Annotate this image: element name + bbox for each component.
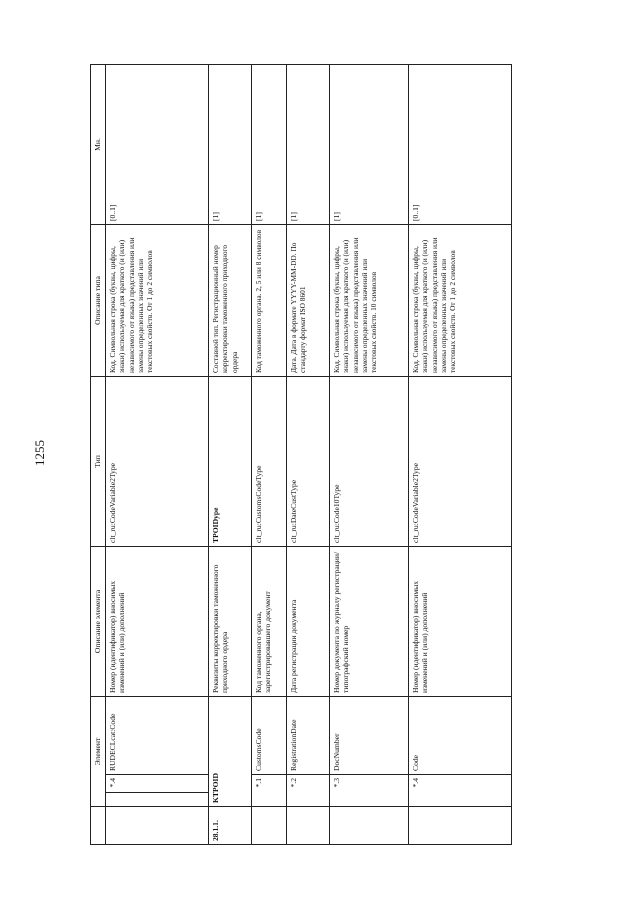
element-desc: Номер документа по журналу регистрации/типографский номер [330, 547, 409, 697]
header-type-desc: Описание типа [91, 225, 106, 377]
element-name: CustomsCode [252, 697, 287, 775]
type-name: clt_ru:Code10Type [330, 377, 409, 547]
table-row [209, 65, 252, 845]
element-desc: Номер (идентификатор) вносимых изменений и (или) дополнений [409, 547, 512, 697]
type-name: clt_ru:CodeVariable2Type [409, 377, 512, 547]
table-row [106, 65, 209, 845]
header-row [91, 65, 106, 845]
header-element-desc: Описание элемента [91, 547, 106, 697]
element-desc: Номер (идентификатор) вносимых изменений и (или) дополнений [106, 547, 209, 697]
multiplicity: [0..1] [106, 65, 209, 225]
element-name: RegistrationDate [287, 697, 330, 775]
table-row [330, 65, 409, 845]
header-multiplicity: Мн. [91, 65, 106, 225]
row-mark: *.2 [287, 775, 330, 807]
element-name: DocNumber [330, 697, 409, 775]
element-desc: Дата регистрации документа [287, 547, 330, 697]
multiplicity: [1] [252, 65, 287, 225]
row-num [252, 807, 287, 845]
row-mark: *.3 [330, 775, 409, 807]
type-desc: Дата. Дата в формате YYYY-MM-DD. По стандарту формат ISO 8601 [287, 225, 330, 377]
header-blank [91, 807, 106, 845]
row-mark: *.4 [106, 775, 209, 793]
type-name: clt_ru:CustomsCodeType [252, 377, 287, 547]
header-type: Тип [91, 377, 106, 547]
page-number: 1255 [32, 440, 47, 466]
row-num: 28.1.1. [209, 807, 252, 845]
indent [106, 793, 209, 807]
row-num [287, 807, 330, 845]
type-desc: Код. Символьная строка (буквы, цифры, знаки) используемая для краткого (и (или) независимого от языка) представления или замены определенных значений или текстовых свойств. 10 символов [330, 225, 409, 377]
row-mark: *.4 [409, 775, 512, 807]
multiplicity: [0..1] [409, 65, 512, 225]
rotated-page [90, 65, 530, 845]
row-mark: *.1 [252, 775, 287, 807]
type-name: clt_ru:CodeVariable2Type [106, 377, 209, 547]
element-desc: Реквизиты корректировки таможенного приходного ордера [209, 547, 252, 697]
row-num [106, 807, 209, 845]
table-row [252, 65, 287, 845]
type-name: clt_ru:DateCustType [287, 377, 330, 547]
element-name: KTPOID [209, 697, 252, 807]
element-desc: Код таможенного органа, зарегистрировавшего документ [252, 547, 287, 697]
multiplicity: [1] [330, 65, 409, 225]
multiplicity: [1] [209, 65, 252, 225]
element-name: Code [409, 697, 512, 775]
row-num [409, 807, 512, 845]
type-desc: Код. Символьная строка (буквы, цифры, знаки) используемая для краткого (и (или) независимого от языка) представления или замены определенных значений или текстовых свойств. От 1 до 2 символов [106, 225, 209, 377]
element-table [90, 64, 512, 845]
type-desc: Код. Символьная строка (буквы, цифры, знаки) используемая для краткого (и (или) независимого от языка) представления или замены определенных значений или текстовых свойств. От 1 до 2 символов [409, 225, 512, 377]
row-num [330, 807, 409, 845]
multiplicity: [1] [287, 65, 330, 225]
table-row [287, 65, 330, 845]
header-element: Элемент [91, 697, 106, 807]
table-row [409, 65, 512, 845]
type-desc: Код таможенного органа. 2, 5 или 8 символов [252, 225, 287, 377]
element-name: RUDECLcat:Code [106, 697, 209, 775]
type-name: TPOIDype [209, 377, 252, 547]
type-desc: Составной тип. Регистрационный номер корректировки таможенного приходного ордера [209, 225, 252, 377]
